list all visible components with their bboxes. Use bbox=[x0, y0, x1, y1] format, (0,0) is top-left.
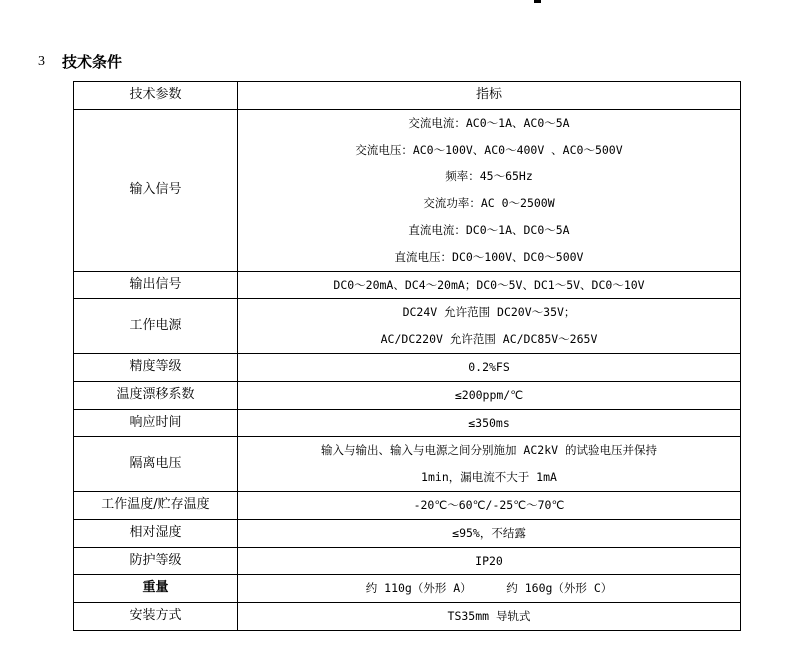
value-line: IP20 bbox=[475, 553, 503, 568]
table-row bbox=[74, 353, 741, 381]
value-cell bbox=[238, 409, 741, 437]
header-param: 技术参数 bbox=[74, 82, 238, 110]
section-number: 3 bbox=[38, 54, 45, 69]
value-line: ≤200ppm/℃ bbox=[454, 387, 524, 402]
value-cell bbox=[238, 353, 741, 381]
table-header-row bbox=[74, 82, 741, 110]
value-line: DC0～20mA、DC4～20mA；DC0～5V、DC1～5V、DC0～10V bbox=[333, 277, 645, 292]
section-heading bbox=[38, 52, 122, 72]
value-line: 1min，漏电流不大于 1mA bbox=[421, 470, 557, 485]
value-cell bbox=[238, 547, 741, 575]
table-row bbox=[74, 603, 741, 631]
value-line: ≤350ms bbox=[468, 415, 510, 430]
value-line: AC/DC220V 允许范围 AC/DC85V～265V bbox=[380, 332, 598, 347]
param-cell: 重量 bbox=[74, 575, 238, 603]
value-line: 交流电压：AC0～100V、AC0～400V 、AC0～500V bbox=[355, 142, 623, 157]
value-line: 交流电流：AC0～1A、AC0～5A bbox=[408, 115, 570, 130]
param-cell: 隔离电压 bbox=[74, 437, 238, 492]
param-cell: 精度等级 bbox=[74, 353, 238, 381]
value-cell bbox=[238, 519, 741, 547]
table-row bbox=[74, 491, 741, 519]
value-cell bbox=[238, 299, 741, 354]
section-title: 技术条件 bbox=[62, 53, 123, 71]
spec-table bbox=[73, 81, 741, 631]
value-line: 交流功率：AC 0～2500W bbox=[423, 196, 555, 211]
table-row bbox=[74, 109, 741, 271]
value-cell bbox=[238, 575, 741, 603]
top-edge-mark bbox=[534, 0, 541, 3]
value-line: 输入与输出、输入与电源之间分别施加 AC2kV 的试验电压并保持 bbox=[321, 443, 657, 458]
param-cell: 输入信号 bbox=[74, 109, 238, 271]
value-cell bbox=[238, 603, 741, 631]
value-line: 约 110g（外形 A） 约 160g（外形 C） bbox=[365, 581, 613, 596]
value-line: -20℃～60℃/-25℃～70℃ bbox=[413, 497, 565, 512]
value-line: 直流电流：DC0～1A、DC0～5A bbox=[408, 222, 570, 237]
value-line: DC24V 允许范围 DC20V～35V； bbox=[402, 305, 576, 320]
value-cell bbox=[238, 437, 741, 492]
value-line: ≤95%，不结露 bbox=[452, 525, 526, 540]
value-cell bbox=[238, 109, 741, 271]
table-row bbox=[74, 575, 741, 603]
param-cell: 相对湿度 bbox=[74, 519, 238, 547]
param-cell: 输出信号 bbox=[74, 271, 238, 299]
value-line: TS35mm 导轨式 bbox=[447, 609, 531, 624]
value-cell bbox=[238, 491, 741, 519]
table-row bbox=[74, 381, 741, 409]
table-row bbox=[74, 299, 741, 354]
param-cell: 防护等级 bbox=[74, 547, 238, 575]
value-cell bbox=[238, 271, 741, 299]
table-row bbox=[74, 409, 741, 437]
param-cell: 工作电源 bbox=[74, 299, 238, 354]
value-line: 频率：45～65Hz bbox=[445, 169, 533, 184]
value-line: 直流电压：DC0～100V、DC0～500V bbox=[394, 249, 584, 264]
param-cell: 工作温度/贮存温度 bbox=[74, 491, 238, 519]
value-cell bbox=[238, 381, 741, 409]
table-row bbox=[74, 437, 741, 492]
table-row bbox=[74, 271, 741, 299]
param-cell: 安装方式 bbox=[74, 603, 238, 631]
param-cell: 响应时间 bbox=[74, 409, 238, 437]
value-line: 0.2%FS bbox=[468, 359, 510, 374]
table-row bbox=[74, 519, 741, 547]
table-row bbox=[74, 547, 741, 575]
header-value: 指标 bbox=[238, 82, 741, 110]
param-cell: 温度漂移系数 bbox=[74, 381, 238, 409]
